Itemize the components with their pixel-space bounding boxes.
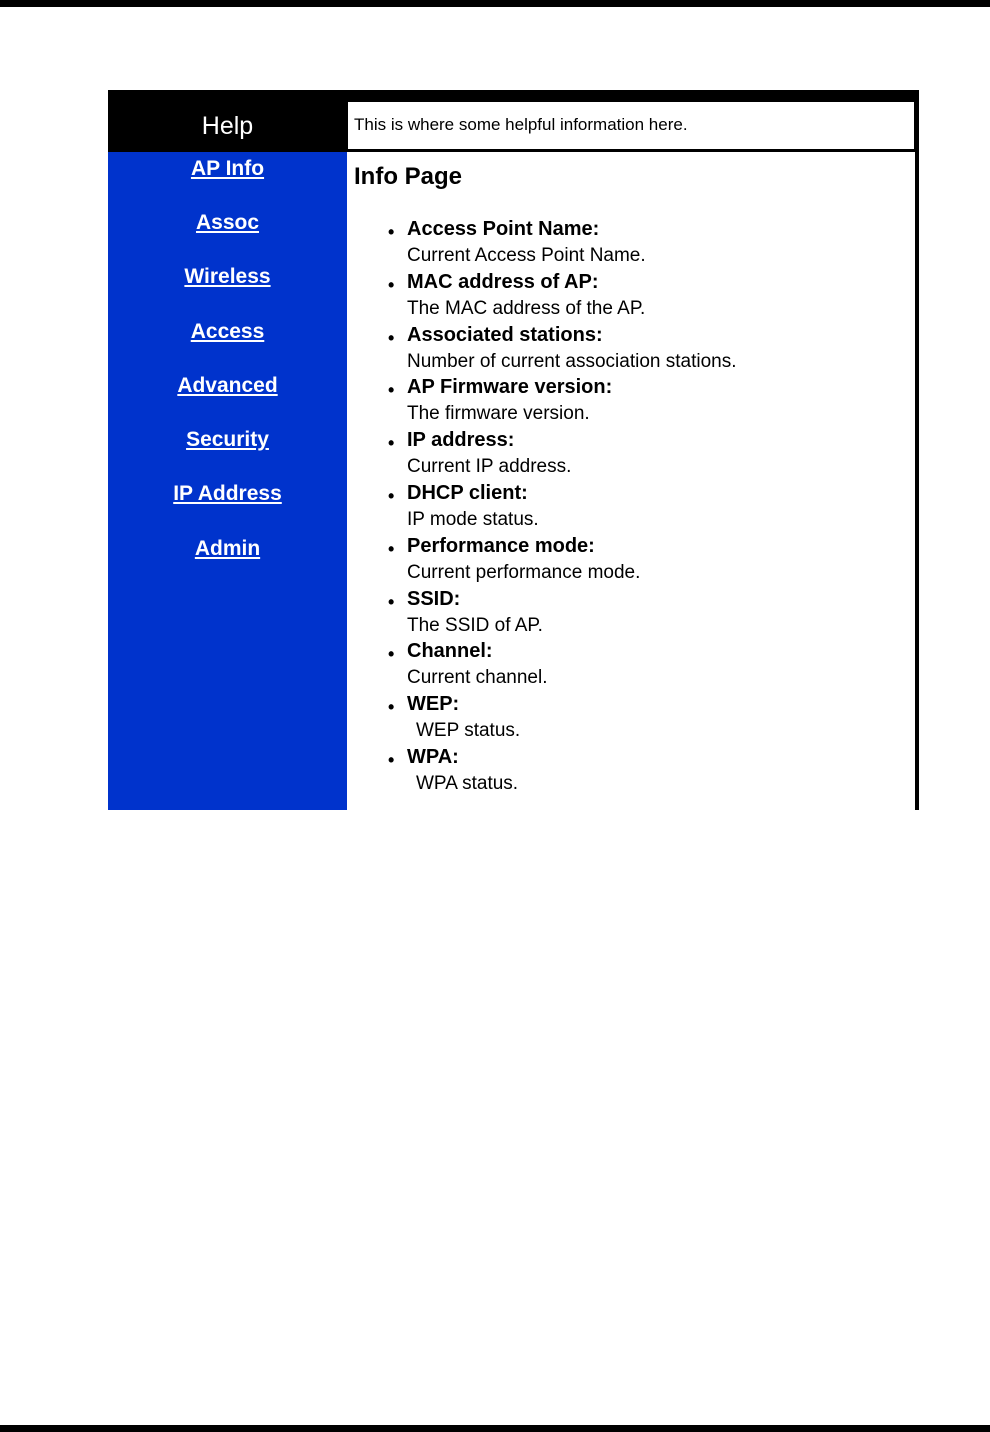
sidebar-item-access[interactable]: Access — [190, 320, 265, 343]
sidebar-item-ip-address[interactable]: IP Address — [173, 482, 282, 505]
item-label: MAC address of AP: — [407, 270, 599, 293]
help-frame — [108, 90, 919, 810]
item-label: WEP: — [407, 693, 460, 716]
bullet-icon: • — [388, 222, 395, 242]
bottom-rule — [0, 1425, 990, 1432]
item-label: IP address: — [407, 429, 515, 452]
item-label: Associated stations: — [407, 323, 603, 346]
sidebar-item-ap-info[interactable]: AP Info — [190, 157, 265, 180]
item-label: Performance mode: — [407, 534, 595, 557]
item-label: DHCP client: — [407, 481, 528, 504]
item-description: WPA status. — [416, 772, 519, 794]
sidebar-item-admin[interactable]: Admin — [194, 537, 261, 560]
item-description: IP mode status. — [407, 508, 539, 530]
bullet-icon: • — [388, 644, 395, 665]
sidebar-item-advanced[interactable]: Advanced — [177, 374, 278, 397]
item-description: The MAC address of the AP. — [407, 297, 646, 319]
bullet-icon: • — [388, 274, 395, 295]
item-description: Number of current association stations. — [407, 350, 737, 372]
item-description: Current channel. — [407, 667, 548, 689]
bullet-icon: • — [388, 433, 395, 454]
top-rule — [0, 0, 990, 7]
item-label: Access Point Name: — [407, 218, 600, 240]
sidebar-item-security[interactable]: Security — [186, 428, 269, 451]
help-title: Help — [108, 90, 347, 152]
info-content — [347, 152, 915, 810]
item-description: WEP status. — [416, 720, 521, 742]
bullet-icon: • — [388, 591, 395, 612]
item-label: AP Firmware version: — [407, 376, 613, 399]
item-description: Current Access Point Name. — [407, 245, 646, 266]
bullet-icon: • — [388, 380, 395, 401]
sidebar-item-assoc[interactable]: Assoc — [195, 211, 260, 234]
sidebar-item-wireless[interactable]: Wireless — [184, 265, 271, 288]
item-description: Current IP address. — [407, 456, 572, 478]
item-label: SSID: — [407, 587, 461, 610]
bullet-icon: • — [388, 327, 395, 348]
item-description: The firmware version. — [407, 403, 590, 425]
item-description: The SSID of AP. — [407, 614, 543, 636]
bullet-icon: • — [388, 697, 395, 718]
page-title: Info Page — [354, 163, 463, 190]
item-label: WPA: — [407, 745, 459, 768]
bullet-icon: • — [388, 538, 395, 559]
item-description: Current performance mode. — [407, 561, 641, 583]
item-label: Channel: — [407, 640, 493, 663]
help-info-text: This is where some helpful information here. — [347, 101, 915, 150]
sidebar-nav — [108, 152, 347, 810]
bullet-icon: • — [388, 485, 395, 506]
bullet-icon: • — [388, 749, 395, 770]
